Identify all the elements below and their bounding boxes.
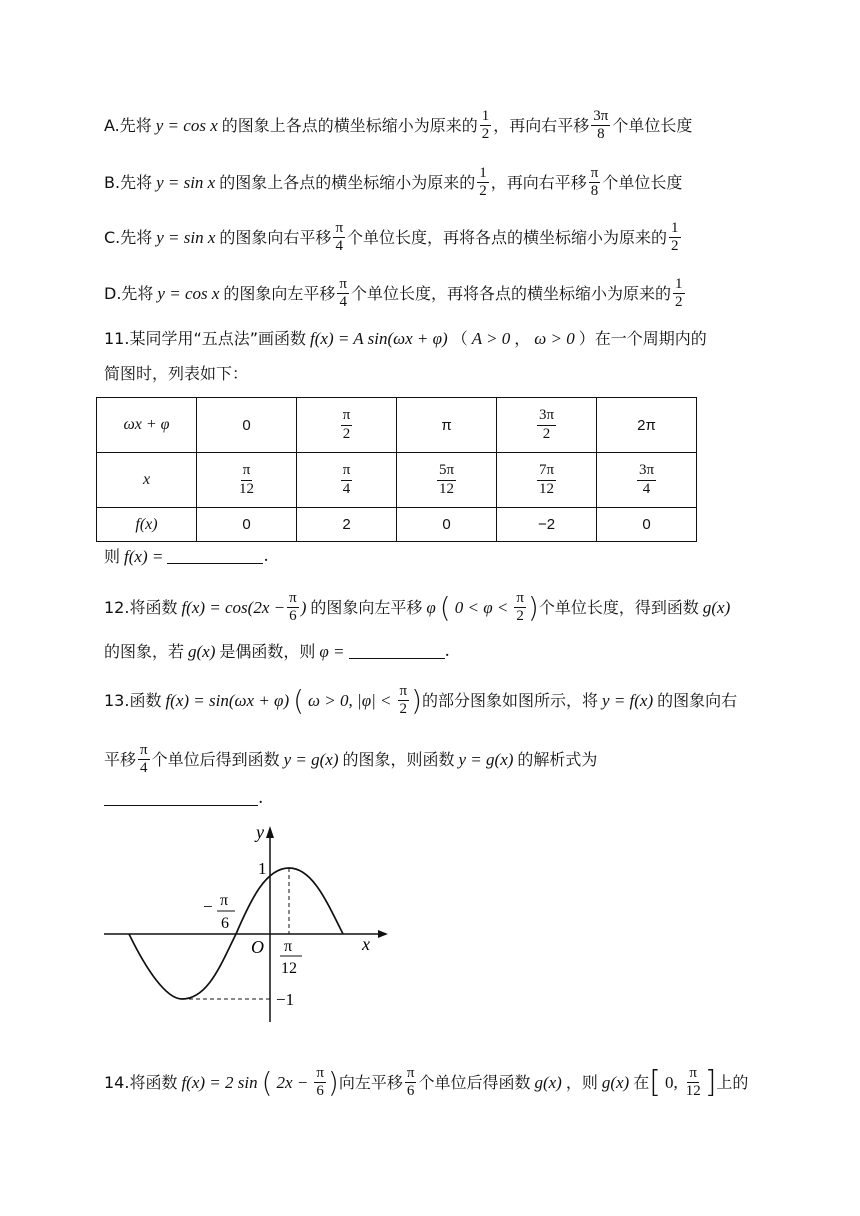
x-arrow <box>378 930 388 938</box>
neg-pi-6-sign: − <box>203 897 213 916</box>
table-cell: π <box>397 398 497 453</box>
table-cell: $\frac{3\pi}{4}$ <box>597 453 697 508</box>
table-cell: 0 <box>197 398 297 453</box>
fraction: $\frac{1}{2}$ <box>675 276 683 311</box>
table-cell: $\frac{\pi}{2}$ <box>297 398 397 453</box>
table-cell: $\frac{\pi}{4}$ <box>297 453 397 508</box>
origin-label: O <box>251 937 264 957</box>
table-cell: 0 <box>597 508 697 542</box>
x-axis-label: x <box>362 934 370 954</box>
table-cell: $\frac{5\pi}{12}$ <box>397 453 497 508</box>
table-cell: $\frac{3\pi}{2}$ <box>497 398 597 453</box>
right-paren: ) <box>527 590 539 624</box>
question-12-line-2: 的图象，若 g(x) 是偶函数，则 φ = . <box>104 641 450 661</box>
question-11-line-2: 简图时，列表如下： <box>104 364 249 383</box>
option-d: D.先将 y = cos x 的图象向左平移 $\frac{\pi}{4}$ 个单位长度，再将各点的横坐标缩小为原来的 $\frac{1}{2}$ <box>104 276 683 311</box>
neg-pi-6-num: π <box>220 892 229 909</box>
question-13-line-1: 13.函数 f(x) = sin(ωx + φ) ( ω > 0, |φ| < $\frac{\pi}{2}$ ) 的部分图象如图所示，将 y = f(x) 的图象向右 <box>104 683 738 718</box>
table-cell: $\frac{\pi}{12}$ <box>197 453 297 508</box>
table-cell: 2π <box>597 398 697 453</box>
sine-graph <box>96 818 396 1030</box>
y-arrow <box>266 826 274 838</box>
question-13-line-2: 平移 $\frac{\pi}{4}$ 个单位后得到函数 y = g(x) 的图象，则函数 y = g(x) 的解析式为 <box>104 742 598 777</box>
fraction: $\frac{\pi}{8}$ <box>590 165 599 200</box>
table-row <box>97 453 697 508</box>
five-point-table <box>96 397 697 542</box>
table-header: ωx + φ <box>97 398 197 453</box>
table-cell: −2 <box>497 508 597 542</box>
table-row <box>97 508 697 542</box>
question-12-line-1: 12.将函数 f(x) = cos(2x − $\frac{\pi}{6}$ ) 的图象向左平移 φ ( 0 < φ < $\frac{\pi}{2}$ ) 个单位长度，得到函数 g(x) <box>104 590 731 625</box>
fraction: $\frac{1}{2}$ <box>671 220 679 255</box>
question-11-line-1: 11.某同学用“五点法”画函数 f(x) = A sin(ωx + φ) （ A > 0 ， ω > 0 ）在一个周期内的 <box>104 328 707 348</box>
left-paren: ( <box>439 590 451 624</box>
fraction: $\frac{\pi}{4}$ <box>339 276 347 311</box>
answer-blank[interactable] <box>349 644 445 659</box>
option-a: A.先将 y = cos x 的图象上各点的横坐标缩小为原来的 $\frac{1}{2}$ ，再向右平移 $\frac{3\pi}{8}$ 个单位长度 <box>104 108 693 143</box>
table-header: f(x) <box>97 508 197 542</box>
question-14-line-1: 14.将函数 f(x) = 2 sin ( 2x − $\frac{\pi}{6}$ ) 向左平移 $\frac{\pi}{6}$ 个单位后得函数 g(x) ，则 g(x) 在 [ 0, $\frac{\pi}{12}$ ] 上的 <box>104 1064 749 1100</box>
pi-12-den: 12 <box>281 960 297 977</box>
min-label: −1 <box>276 990 295 1009</box>
question-13-answer: . <box>104 790 263 807</box>
option-c: C.先将 y = sin x 的图象向右平移 $\frac{\pi}{4}$ 个单位长度，再将各点的横坐标缩小为原来的 $\frac{1}{2}$ <box>104 220 679 255</box>
table-cell: 2 <box>297 508 397 542</box>
fraction: $\frac{3\pi}{8}$ <box>593 108 609 143</box>
question-11-answer: 则 f(x) = . <box>104 546 269 566</box>
answer-blank[interactable] <box>104 791 258 806</box>
fraction: $\frac{1}{2}$ <box>481 108 490 143</box>
table-cell: $\frac{7\pi}{12}$ <box>497 453 597 508</box>
table-row <box>97 398 697 453</box>
table-header: x <box>97 453 197 508</box>
pi-12-num-text: π <box>284 938 293 955</box>
table-cell: 0 <box>397 508 497 542</box>
fraction: $\frac{\pi}{4}$ <box>335 220 344 255</box>
fraction: $\frac{1}{2}$ <box>479 165 487 200</box>
answer-blank[interactable] <box>167 549 263 564</box>
max-label: 1 <box>258 859 267 878</box>
y-axis-label: y <box>256 822 264 842</box>
option-b: B.先将 y = sin x 的图象上各点的横坐标缩小为原来的 $\frac{1}{2}$ ，再向右平移 $\frac{\pi}{8}$ 个单位长度 <box>104 165 683 200</box>
neg-pi-6-den: 6 <box>221 915 229 932</box>
table-cell: 0 <box>197 508 297 542</box>
